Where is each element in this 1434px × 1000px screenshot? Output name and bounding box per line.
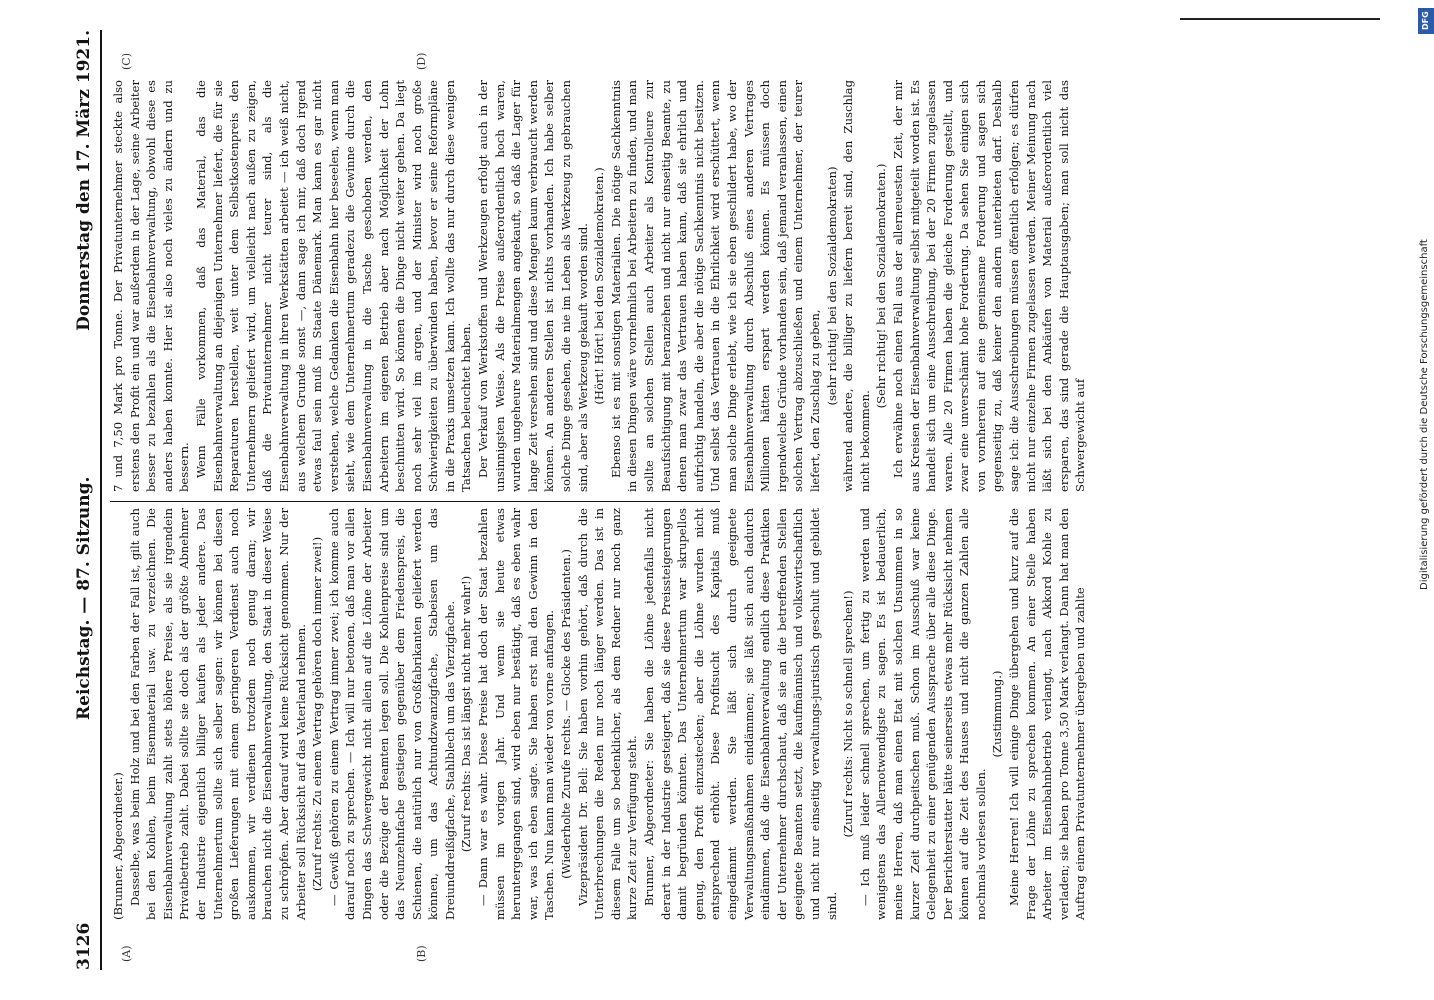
paragraph: 7 und 7,50 Mark pro Tonne. Der Privatunternehmer steckte also erstens den Profit ein und war außerdem in der Lage, seine Arbeiter besser zu bezahlen als die Eisenbahnverwaltung, obwohl diese es anders haben konnte. Hier ist also noch vieles zu ändern und zu bessern. <box>111 80 192 492</box>
paragraph: — Ich muß leider schnell sprechen, um fertig zu werden und wenigstens das Allernotwendigste zu sagen. Es ist bedauerlich, meine Herren, daß man einen Etat mit solchen Unsummen in so kurzer Zeit durchpeitschen muß. Schon im Ausschuß war keine Gelegenheit zu einer genügenden Aussprache über alle diese Dinge. Der Berichterstatter hätte seinerseits etwas mehr Rücksicht nehmen können auf die Zeit des Hauses und nicht die ganzen Zahlen alle nochmals vorlesen sollen. <box>857 508 988 920</box>
margin-marker-c: (C) <box>120 53 133 70</box>
paragraph: Der Verkauf von Werkstoffen und Werkzeugen erfolgt auch in der unsinnigsten Weise. Als die Preise außerordentlich hoch waren, wurden ungeheure Materialmengen angekauft, so daß die Lager für lange Zeit versehen sind und diese Mengen kaum verbraucht werden können. An anderen Stellen ist nichts vorhanden. Ich habe selber solche Dinge gesehen, die nie im Leben als Werkzeug zu gebrauchen sind, aber als Werkzeug gekauft worden sind. <box>476 80 590 492</box>
paragraph: Dasselbe, was beim Holz und bei den Farben der Fall ist, gilt auch bei den Kohlen, beim Eisenmaterial usw. zu verzeichnen. Die Eisenbahnverwaltung zahlt stets höhere Preise, als sie irgendein Privatbetrieb zahlt. Dabei sollte sie doch als der größte Abnehmer der Industrie eigentlich billiger kaufen als jeder andere. Das Unternehmertum sollte sich selber sagen: wir können bei diesen großen Lieferungen mit einem geringeren Verdienst auch noch auskommen, wir verdienen trotzdem noch genug daran; wir brauchen nicht die Eisenbahnverwaltung, den Staat in dieser Weise zu schröpfen. Aber darauf wird keine Rücksicht genommen. Nur der Arbeiter soll Rücksicht auf das Vaterland nehmen. <box>127 508 308 920</box>
interjection: (Zuruf rechts: Das ist längst nicht mehr wahr!) <box>459 575 474 853</box>
paragraph: während andere, die billiger zu liefern bereit sind, den Zuschlag nicht bekommen. <box>841 80 872 492</box>
paragraph: — Dann war es wahr. Diese Preise hat doch der Staat bezahlen müssen im vorigen Jahr. Und wenn sie heute etwas heruntergegangen sind, wird eben nur bestätigt, daß es eben wahr war, was ich eben sagte. Sie haben erst mal den Gewinn in den Taschen. Nun kann man wieder von vorne anfangen. <box>476 508 557 920</box>
margin-marker-b: (B) <box>415 945 428 962</box>
dfg-logo: DFG <box>1418 8 1434 34</box>
paragraph: — Gewiß gehören zu einem Vertrag immer zwei; ich komme auch darauf noch zu sprechen. — Ich will nur betonen, daß man vor allen Dingen das Schwergewicht nicht allein auf die Löhne der Arbeiter oder die Bezüge der Beamten legen soll. Die Kohlenpreise sind um das Neunzehnfache gestiegen gegenüber dem Friedenspreis, die Schienen, die natürlich nur von Großfabrikanten geliefert werden können, um das Achtundzwanzigfache, Stabeisen um das Dreiunddreißigfache, Stahlblech um das Vierzigfache. <box>326 508 457 920</box>
interjection: (Zustimmung.) <box>990 670 1005 758</box>
rotated-page-content <box>70 30 1370 970</box>
header-title-left: Reichstag. — 87. Sitzung. <box>74 476 94 720</box>
interjection: (Hört! Hört! bei den Sozialdemokraten.) <box>592 167 607 405</box>
interjection: (Wiederholte Zurufe rechts. — Glocke des Präsidenten.) <box>559 549 574 879</box>
page-number: 3126 <box>74 922 94 970</box>
digitization-note: Digitalisierung gefördert durch die Deutsche Forschungsgemeinschaft <box>1419 239 1430 590</box>
interjection: (sehr richtig! bei den Sozialdemokraten) <box>824 166 839 406</box>
right-column <box>110 80 1088 492</box>
interjection: (Zuruf rechts: Nicht so schnell sprechen!) <box>841 590 856 838</box>
scan-rule <box>1180 18 1380 20</box>
paragraph: Ebenso ist es mit sonstigen Materialien. Die nötige Sachkenntnis in diesen Dingen wäre vornehmlich bei Arbeitern zu finden, und man sollte an solchen Stellen auch Arbeiter als Kontrolleure zur Beaufsichtigung mit heranziehen und nicht nur einseitig Beamte, zu denen man zwar das Vertrauen haben kann, daß sie ehrlich und aufrichtig handeln, die aber die nötige Sachkenntnis nicht besitzen. Und selbst das Vertrauen in die Ehrlichkeit wird erschüttert, wenn man solche Dinge erlebt, wie ich sie eben geschildert habe, wo der Eisenbahnverwaltung durch Abschluß eines anderen Vertrages Millionen hätten erspart werden können. Es müssen doch irgendwelche Gründe vorhanden sein, daß jemand veranlassen, einen solchen Vertrag abzuschließen und einem Unternehmer, der teurer liefert, den Zuschlag zu geben, <box>608 80 822 492</box>
paragraph: Vizepräsident Dr. Bell: Sie haben vorhin gehört, daß durch die Unterbrechungen die Reden nur noch länger werden. Das ist in diesem Falle um so bedenklicher, als dem Redner nur noch ganz kurze Zeit zur Verfügung steht. <box>575 508 640 920</box>
margin-marker-d: (D) <box>415 52 428 70</box>
speaker-continuation: (Brunner, Abgeordneter.) <box>111 772 125 920</box>
column-divider <box>110 501 720 502</box>
left-column <box>110 508 1088 920</box>
margin-marker-a: (A) <box>120 945 133 962</box>
paragraph: Wenn Fälle vorkommen, daß das Material, das die Eisenbahnverwaltung an diejenigen Unternehmer liefert, die für sie Reparaturen herstellen, weit unter dem Selbstkostenpreis den Unternehmern geliefert wird, um vielleicht nach außen zu zeigen, daß die Privatunternehmer nicht teurer sind, als die Eisenbahnverwaltung in ihren Werkstätten arbeitet — ich weiß nicht, aus welchem Grunde sonst —, dann sage ich mir, daß doch irgend etwas faul sein muß im Staate Dänemark. Man kann es gar nicht verstehen, welche Gedanken die Eisenbahn hier beseelen, wenn man sieht, wie dem Unternehmertum geradezu die Gewinne durch die Eisenbahnverwaltung in die Tasche geschoben werden, den Arbeitern im eigenen Betrieb aber nach Möglichkeit der Lohn beschnitten wird. So können die Dinge nicht weiter gehen. Da liegt noch sehr viel im argen, und der Minister wird noch große Schwierigkeiten zu überwinden haben, bevor er seine Reformpläne in die Praxis umsetzen kann. Ich wollte das nur durch diese wenigen Tatsachen beleuchtet haben. <box>193 80 474 492</box>
paragraph: Ich erwähne noch einen Fall aus der allerneuesten Zeit, der mir aus Kreisen der Eisenbahnverwaltung selbst mitgeteilt worden ist. Es handelt sich um eine Ausschreibung, bei der 20 Firmen zugelassen waren. Alle 20 Firmen haben die gleiche Forderung gestellt, und zwar eine unverschämt hohe Forderung. Da sehen Sie einigen sich von vornherein auf eine gemeinsame Forderung und sagen sich gegenseitig zu, daß keiner den andern unterbieten darf. Deshalb sage ich: die Ausschreibungen müssen öffentlich erfolgen; es dürfen nicht nur einzelne Firmen zugelassen werden. Meiner Meinung nach läßt sich bei den Ankäufen von Material außerordentlich viel ersparen, das sind gerade die Hauptausgaben; man soll nicht das Schwergewicht auf <box>890 80 1088 492</box>
interjection: (Zuruf rechts: Zu einem Vertrag gehören doch immer zwei!) <box>310 536 325 892</box>
paragraph: Meine Herren! Ich will einige Dinge übergehen und kurz auf die Frage der Löhne zu sprechen kommen. An einer Stelle haben Arbeiter im Eisenbahnbetrieb verlangt, nach Akkord Kohle zu verladen; sie haben pro Tonne 3,50 Mark verlangt. Dann hat man den Auftrag einem Privatunternehmer übergeben und zahlte <box>1007 508 1088 920</box>
interjection: (Sehr richtig! bei den Sozialdemokraten.) <box>874 163 889 409</box>
header-title-right: Donnerstag den 17. März 1921. <box>74 30 94 331</box>
paragraph: Brunner, Abgeordneter: Sie haben die Löhne jedenfalls nicht derart in der Industrie gesteigert, daß sie diese Preissteigerungen damit begründen könnten. Das Unternehmertum war skrupellos genug, den Profit einzustecken; aber die Löhne wurden nicht entsprechend erhöht. Diese Profitsucht des Kapitals muß eingedämmt werden. Sie läßt sich durch geeignete Verwaltungsmaßnahmen eindämmen; sie läßt sich auch dadurch eindämmen, daß die Eisenbahnverwaltung endlich diese Praktiken der Unternehmer durchschaut, daß sie an die betreffenden Stellen geeignete Beamten setzt, die kaufmännisch und volkswirtschaftlich und nicht nur einseitig verwaltungs-juristisch geschult und gebildet sind. <box>642 508 839 920</box>
page-header <box>70 30 102 970</box>
